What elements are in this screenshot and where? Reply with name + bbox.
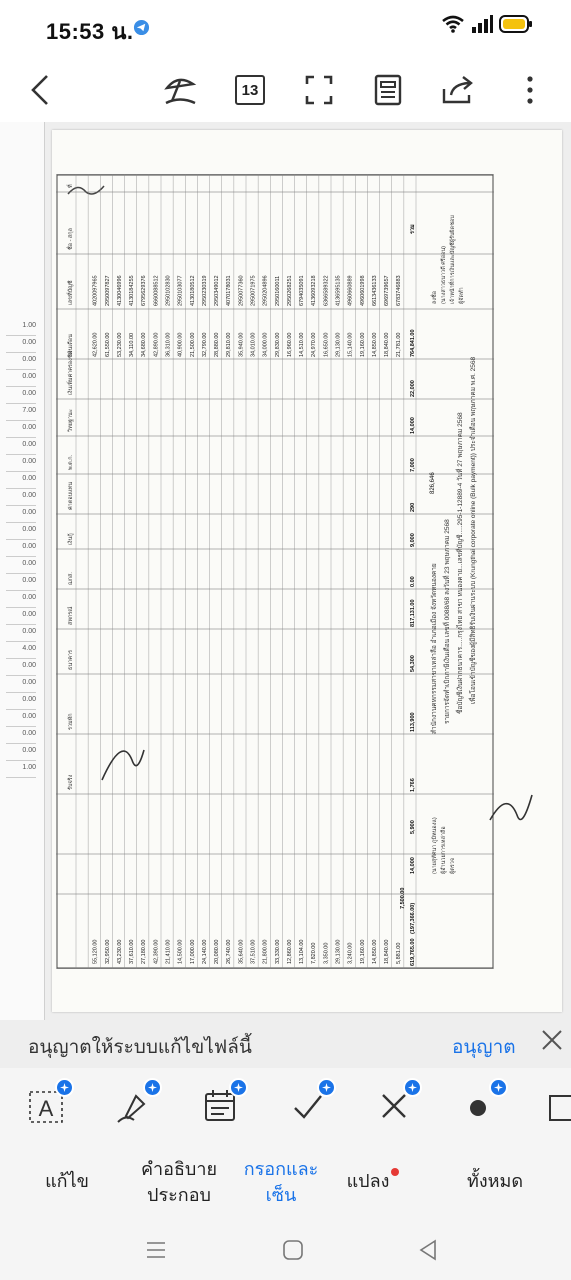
margin-cell: 0.00 [6,424,36,438]
account-number: 4136093218 [311,275,318,306]
margin-cell: 0.00 [6,356,36,370]
account-number: 2950077360 [238,275,245,306]
header-line: สำนักงานคหกรรมสาขาเหล่าลือ อำเภอเมือง จังหวัดหนองคาย [431,563,438,734]
rectangle-icon [544,1086,571,1126]
bottom-tab-bar [0,1148,571,1220]
tab-fill-sign[interactable]: กรอกและ เซ็น [243,1159,319,1205]
tab-edit[interactable]: แก้ไข [45,1171,89,1191]
margin-cell: 0.00 [6,373,36,387]
signature-line: ผู้ตรวจ [450,857,456,874]
salary-value: 32,790.00 [201,332,208,357]
total-value: 7,000 [410,458,416,472]
account-number: 2950103077 [177,275,184,306]
margin-cell: 0.00 [6,577,36,591]
net-pay-value: 18,840.00 [384,939,391,964]
signature-line: ลงชื่อ [432,290,438,304]
account-number: 2950160011 [274,275,281,306]
margin-cell: 0.00 [6,679,36,693]
net-pay-value: 13,104.00 [299,939,306,964]
allow-button[interactable]: อนุญาต [452,1037,516,1058]
margin-cell: 0.00 [6,628,36,642]
salary-value: 42,620.00 [92,332,99,357]
margin-cell: 0.00 [6,713,36,727]
pdf-toolbar [0,56,571,122]
total-value: 1,766 [410,778,416,792]
column-header: ธนาคาร [68,650,74,670]
salary-value: 21,781.00 [396,332,403,357]
column-header: เงินเพิ่มค่าครองชีพ [68,350,74,395]
net-pay-value: 21,800.00 [262,939,269,964]
account-number: 6969739657 [384,275,391,306]
document-viewer[interactable] [0,122,571,1020]
margin-cell: 1.00 [6,764,36,778]
salary-value: 42,890.00 [153,332,160,357]
scanned-page[interactable] [52,130,562,1012]
account-number: 4130180512 [189,275,196,306]
margin-cell: 0.00 [6,526,36,540]
add-badge [229,1078,248,1097]
signature-left [92,730,152,790]
tab-convert[interactable]: แปลง [318,1168,428,1194]
add-badge [489,1078,508,1097]
net-pay-value: 12,860.00 [286,939,293,964]
account-number: 6794035091 [299,275,306,306]
fullscreen-icon [305,75,333,105]
net-pay-value: 3,350.00 [323,942,330,964]
close-icon[interactable] [538,1026,566,1054]
signature-line: ผู้จัดทำ [459,287,465,304]
page-count-icon: 13 [235,75,265,105]
account-number: 4130046996 [116,275,123,306]
margin-cell: 0.00 [6,441,36,455]
column-header: เงินเดือน [68,334,74,355]
salary-value: 14,850.00 [371,332,378,357]
total-value: (197,366.00) [410,902,416,934]
recent-apps-button[interactable] [138,1232,174,1268]
header-line: รายการจัดทำเบิกภาษีเงินเดือน เลขที่ 0088/68 ลงวันที่ 23 พฤษภาคม 2568 [444,519,451,724]
net-pay-value: 55,120.00 [92,939,99,964]
column-header: ค่าตอบแทน [68,481,74,510]
margin-cell: 0.00 [6,560,36,574]
margin-cell: 0.00 [6,492,36,506]
table-grid [56,174,494,969]
salary-value: 29,130.00 [335,332,342,357]
back-button[interactable] [18,68,62,112]
rectangle-tool[interactable] [544,1086,571,1132]
account-number: 6660088512 [153,275,160,306]
salary-value: 34,010.00 [250,332,257,357]
net-pay-value: 5,881.00 [396,942,403,964]
account-number: 6783746883 [396,275,403,306]
net-pay-value: 42,390.00 [153,939,160,964]
header-line: ชื่อบัญชีเงินฝากธนาคาร.....กรุงไทย สาขา หนองคาย...เลขที่บัญชี.....295-1-12889-4 วันที่ 27 พฤษภาคม 2568 [457,412,464,714]
net-pay-value: 19,160.00 [359,939,366,964]
account-number: 2950230319 [201,275,208,306]
salary-value: 34,680.00 [141,332,148,357]
net-pay-value: 35,640.00 [238,939,245,964]
permission-message: อนุญาตให้ระบบแก้ไขไฟล์นี้ [28,1037,252,1058]
system-nav-bar [0,1220,571,1280]
column-header: เงินกู้ [68,533,74,545]
net-pay-value: 37,510.00 [250,939,257,964]
account-number: 4136595135 [335,275,342,306]
column-header: รวมหัก [68,713,74,730]
checkmark-tool[interactable] [288,1086,334,1132]
share-icon [441,75,475,105]
salary-value: 18,840.00 [384,332,391,357]
back-icon [29,73,51,107]
margin-cell: 0.00 [6,696,36,710]
net-pay-value: 3,240.00 [347,942,354,964]
add-badge [317,1078,336,1097]
total-value: 5,900 [410,820,416,834]
svg-text:A: A [38,1096,54,1121]
net-pay-value: 14,850.00 [371,939,378,964]
salary-value: 14,510.00 [299,332,306,357]
margin-cell: 0.00 [6,509,36,523]
total-value: 0.00 [410,576,416,587]
salary-value: 53,230.00 [116,332,123,357]
share-button[interactable] [436,68,480,112]
salary-value: 40,900.00 [177,332,184,357]
telegram-dot-icon [133,19,150,36]
salary-value: 19,160.00 [359,332,366,357]
salary-value: 21,500.00 [189,332,196,357]
previous-page-edge [0,122,45,1020]
net-pay-value: 27,180.00 [141,939,148,964]
net-pay-value: 26,740.00 [226,939,233,964]
margin-cell: 4.00 [6,645,36,659]
margin-cell: 0.00 [6,730,36,744]
margin-cell: 0.00 [6,458,36,472]
back-nav-button[interactable] [410,1232,446,1268]
total-value: รวม [410,224,416,234]
margin-cell: 0.00 [6,543,36,557]
total-value: 54,300 [410,655,416,672]
net-pay-value: 33,330.00 [274,939,281,964]
salary-value: 16,650.00 [323,332,330,357]
margin-cell: 0.00 [6,339,36,353]
beach-umbrella-icon [162,72,198,108]
column-header: พ.ต.ก. [68,454,74,470]
column-header: ฌกส. [68,572,74,585]
net-pay-value: 29,130.00 [335,939,342,964]
clock: 15:53 น. [46,19,134,44]
account-number: 4130184255 [129,275,136,306]
reader-mode-button[interactable] [366,68,410,112]
salary-value: 29,810.00 [226,332,233,357]
net-pay-value: 32,950.00 [104,939,111,964]
total-value: 817,131.00 [410,599,416,627]
tab-annotate[interactable]: คำอธิบาย ประกอบ [140,1159,218,1205]
sub-total: 826,646 [430,472,436,494]
salary-value: 35,940.00 [238,332,245,357]
net-pay-value: 21,410.00 [165,939,172,964]
column-header: สหกรณ์ [68,606,74,625]
account-number: 4960660889 [347,275,354,306]
permission-banner [0,1020,571,1068]
margin-cell: 0.00 [6,611,36,625]
salary-value: 28,880.00 [214,332,221,357]
net-pay-value: 37,610.00 [129,939,136,964]
margin-cell: 0.00 [6,390,36,404]
add-badge [55,1078,74,1097]
add-badge [403,1078,422,1097]
signature-line: เจ้าหน้าที่การเงินและบัญชีผู้รับผิดชอบ [450,215,456,304]
margin-cell: 7.00 [6,407,36,421]
column-header: ชื่อ - สกุล [68,228,74,250]
salary-value: 34,000.00 [262,332,269,357]
margin-cell: 0.00 [6,747,36,761]
net-pay-value: 43,230.00 [116,939,123,964]
signature-line: ผู้อำนวยการเหล่าลือ [441,826,447,874]
date-tool[interactable] [200,1086,246,1132]
salary-value: 15,140.00 [347,332,354,357]
more-icon [526,75,534,105]
salary-value: 34,110.00 [129,332,136,357]
wifi-icon [441,14,465,34]
account-number: 6613436133 [371,275,378,306]
signature-line: (นางสาวธนาวดี ศรีอ่อน) [441,246,447,304]
margin-cell: 0.00 [6,662,36,676]
column-header: วิทยฐานะ [68,409,74,432]
salary-value: 61,550.00 [104,332,111,357]
total-value: 113,900 [410,712,416,732]
total-value: 290 [410,502,416,512]
signal-icon [471,14,493,34]
salary-value: 24,970.00 [311,332,318,357]
net-pay-value: 17,000.00 [189,939,196,964]
home-icon [282,1239,304,1261]
account-number: 4020097965 [92,275,99,306]
more-button[interactable] [508,68,552,112]
column-header: เลขที่บัญชี [68,280,74,305]
total-value: 7,500.00 [400,887,406,909]
beach-button[interactable] [158,68,202,112]
total-value: 22,000 [410,380,416,397]
margin-cell: 0.00 [6,594,36,608]
tab-all[interactable]: ทั้งหมด [466,1171,524,1191]
total-value: 9,000 [410,533,416,547]
net-pay-value: 24,140.00 [201,939,208,964]
account-number: 6366589322 [323,275,330,306]
net-pay-value: 7,820.00 [311,942,318,964]
page-count-button[interactable] [228,68,272,112]
notification-dot [391,1168,399,1176]
net-pay-value: 20,080.00 [214,939,221,964]
column-header: ที่ [68,184,74,188]
cross-tool[interactable] [374,1086,420,1132]
recent-apps-icon [145,1240,167,1260]
account-number: 2950097827 [104,275,111,306]
account-number: 2950268251 [286,275,293,306]
margin-cell: 1.00 [6,322,36,336]
salary-value: 36,310.00 [165,332,172,357]
text-box-tool[interactable] [26,1086,72,1132]
header-line: เพื่อโอนเข้าบัญชีของผู้มีสิทธิรับเงินผ่านระบบ (Krungthai corporate online (Bulk payment)) ประจำเดือน พฤษภาคม พ.ศ. 2568 [470,356,477,704]
total-value: 14,000 [410,417,416,434]
dot-tool[interactable] [460,1086,506,1132]
account-number: 2950102830 [165,275,172,306]
status-bar [0,0,571,56]
account-number: 6795629376 [141,275,148,306]
net-pay-value: 14,500.00 [177,939,184,964]
signature-tool[interactable] [114,1086,160,1132]
salary-value: 16,960.00 [286,332,293,357]
battery-icon [499,14,533,34]
margin-cell: 0.00 [6,475,36,489]
account-number: 4070178031 [226,275,233,306]
reader-mode-icon [374,74,402,106]
fullscreen-button[interactable] [297,68,341,112]
account-number: 2950204896 [262,275,269,306]
signature-right [482,780,542,840]
account-number: 2950349012 [214,275,221,306]
total-value: 764,841.00 [410,329,416,357]
back-nav-icon [418,1239,438,1261]
fill-sign-tools [0,1068,571,1148]
total-value: 619,765.00 [410,938,416,966]
signature-line: (นายสุทัศนา ภูมิหนองแ) [432,817,438,874]
salary-value: 29,830.00 [274,332,281,357]
home-button[interactable] [275,1232,311,1268]
account-number: 2950071975 [250,275,257,306]
total-value: 14,000 [410,857,416,874]
account-number: 4960601998 [359,275,366,306]
add-badge [143,1078,162,1097]
column-header: รับจริง [68,774,74,790]
